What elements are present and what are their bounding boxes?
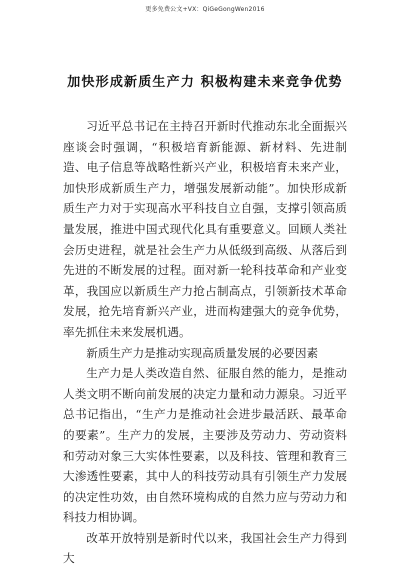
paragraph-reform: 改革开放特别是新时代以来，我国社会生产力得到大 <box>63 530 347 566</box>
document-title: 加快形成新质生产力 积极构建未来竞争优势 <box>67 75 343 90</box>
header-note: 更多免费公文+VX：QiGeGongWen2016 <box>145 6 265 13</box>
paragraph-productivity: 生产力是人类改造自然、征服自然的能力，是推动人类文明不断向前发展的决定力量和动力源泉。习近平总书记指出，“生产力是推动社会进步最活跃、最革命的要素”。生产力的发展，主要涉及劳动力、劳动资料和劳动对象三大实体性要素，以及科技、管理和教育三大渗透性要素，其中人的科技劳动具有引领生产力发展的决定性功效，由自然环境构成的自然力应与劳动力和科技力相协调。 <box>63 366 347 525</box>
document-body <box>63 116 347 569</box>
paragraph-intro: 习近平总书记在主持召开新时代推动东北全面振兴座谈会时强调，“积极培育新能源、新材料、先进制造、电子信息等战略性新兴产业，积极培育未来产业，加快形成新质生产力，增强发展新动能”。加快形成新质生产力对于实现高水平科技自立自强，支撑引领高质量发展，推进中国式现代化具有重要意义。回顾人类社会历史进程，就是社会生产力从低级到高级、从落后到先进的不断发展的过程。面对新一轮科技革命和产业变革，我国应以新质生产力抢占制高点，引领新技术革命发展，抢先培育新兴产业，进而构建强大的竞争优势，率先抓住未来发展机遇。 <box>63 119 347 339</box>
section-heading: 新质生产力是推动实现高质量发展的必要因素 <box>86 345 319 360</box>
